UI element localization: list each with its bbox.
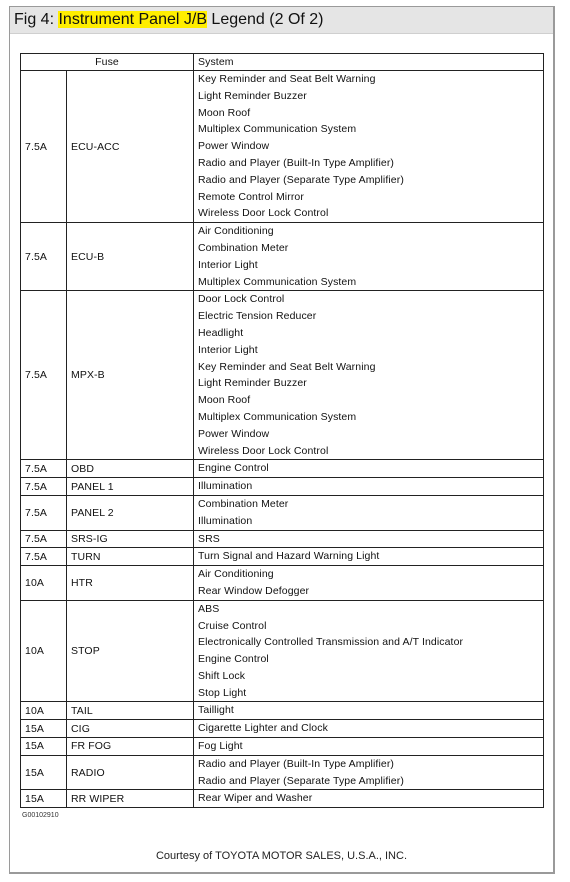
- fuse-name: RADIO: [67, 755, 194, 790]
- system-item: Interior Light: [198, 343, 258, 356]
- system-item: Air Conditioning: [198, 568, 274, 581]
- table-row: [21, 71, 544, 223]
- system-item: Radio and Player (Separate Type Amplifier): [198, 173, 404, 186]
- system-list: [194, 478, 544, 496]
- table-row: [21, 478, 544, 496]
- system-item: Moon Roof: [198, 394, 251, 407]
- system-item: Combination Meter: [198, 241, 289, 254]
- system-item: Shift Lock: [198, 669, 246, 682]
- table-header-row: [21, 54, 544, 71]
- system-item: Rear Window Defogger: [198, 584, 310, 597]
- system-list: [194, 530, 544, 548]
- system-list: [194, 291, 544, 460]
- system-item: Door Lock Control: [198, 293, 285, 306]
- fuse-name: FR FOG: [67, 738, 194, 756]
- table-row: [21, 548, 544, 566]
- system-item: Multiplex Communication System: [198, 275, 357, 288]
- system-item: Air Conditioning: [198, 225, 274, 238]
- system-list: [194, 738, 544, 756]
- fuse-name: STOP: [67, 600, 194, 702]
- system-item: Fog Light: [198, 740, 243, 753]
- table-row: [21, 790, 544, 808]
- fuse-amperage: 10A: [21, 600, 67, 702]
- fuse-name: MPX-B: [67, 291, 194, 460]
- fuse-amperage: 15A: [21, 738, 67, 756]
- system-list: [194, 790, 544, 808]
- system-item: Rear Wiper and Washer: [198, 792, 313, 805]
- system-item: Wireless Door Lock Control: [198, 444, 329, 457]
- system-item: Taillight: [198, 704, 234, 717]
- system-item: Key Reminder and Seat Belt Warning: [198, 73, 376, 85]
- system-item: Wireless Door Lock Control: [198, 207, 329, 220]
- fuse-amperage: 7.5A: [21, 223, 67, 291]
- fuse-name: HTR: [67, 566, 194, 601]
- fuse-name: RR WIPER: [67, 790, 194, 808]
- title-prefix: Fig 4:: [14, 11, 59, 28]
- fuse-amperage: 7.5A: [21, 460, 67, 478]
- system-item: ABS: [198, 602, 220, 615]
- figure-frame: [9, 6, 555, 874]
- table-body: [21, 71, 544, 808]
- table-row: [21, 720, 544, 738]
- fuse-amperage: 7.5A: [21, 71, 67, 223]
- system-item: Power Window: [198, 427, 270, 440]
- fuse-amperage: 15A: [21, 755, 67, 790]
- system-item: Multiplex Communication System: [198, 123, 357, 136]
- title-highlight: Instrument Panel J/B: [58, 11, 207, 28]
- system-item: Headlight: [198, 326, 244, 339]
- table-row: [21, 738, 544, 756]
- fuse-legend-table: [20, 53, 544, 808]
- fuse-name: PANEL 2: [67, 495, 194, 530]
- system-item: Radio and Player (Built-In Type Amplifier): [198, 156, 395, 169]
- table-row: [21, 530, 544, 548]
- table-row: [21, 566, 544, 601]
- system-item: Cruise Control: [198, 619, 267, 632]
- figure-code: G00102910: [22, 812, 59, 819]
- fuse-header: Fuse: [21, 54, 194, 71]
- system-list: [194, 223, 544, 291]
- table-row: [21, 702, 544, 720]
- system-item: Combination Meter: [198, 497, 289, 510]
- system-item: SRS: [198, 532, 220, 545]
- fuse-name: ECU-B: [67, 223, 194, 291]
- system-item: Remote Control Mirror: [198, 190, 304, 203]
- table-row: [21, 600, 544, 702]
- table-row: [21, 460, 544, 478]
- system-header: System: [194, 54, 544, 71]
- system-item: Radio and Player (Separate Type Amplifier): [198, 774, 404, 787]
- system-list: [194, 548, 544, 566]
- fuse-name: SRS-IG: [67, 530, 194, 548]
- fuse-name: PANEL 1: [67, 478, 194, 496]
- table-row: [21, 495, 544, 530]
- fuse-name: ECU-ACC: [67, 71, 194, 223]
- fuse-amperage: 7.5A: [21, 291, 67, 460]
- table-row: [21, 223, 544, 291]
- fuse-amperage: 10A: [21, 566, 67, 601]
- system-item: Engine Control: [198, 653, 269, 666]
- system-item: Light Reminder Buzzer: [198, 377, 307, 390]
- figure-title: [10, 7, 553, 34]
- system-item: Interior Light: [198, 258, 258, 271]
- courtesy-note: Courtesy of TOYOTA MOTOR SALES, U.S.A., INC.: [155, 850, 408, 862]
- system-item: Electric Tension Reducer: [198, 310, 317, 323]
- system-item: Electronically Controlled Transmission and A/T Indicator: [198, 636, 464, 649]
- system-list: [194, 566, 544, 601]
- fuse-amperage: 7.5A: [21, 478, 67, 496]
- system-item: Multiplex Communication System: [198, 410, 357, 423]
- fuse-amperage: 15A: [21, 790, 67, 808]
- fuse-amperage: 7.5A: [21, 530, 67, 548]
- fuse-name: CIG: [67, 720, 194, 738]
- system-list: [194, 495, 544, 530]
- table-row: [21, 755, 544, 790]
- system-list: [194, 755, 544, 790]
- fuse-amperage: 10A: [21, 702, 67, 720]
- fuse-amperage: 7.5A: [21, 548, 67, 566]
- system-list: [194, 71, 544, 223]
- system-item: Power Window: [198, 140, 270, 153]
- fuse-amperage: 15A: [21, 720, 67, 738]
- system-item: Moon Roof: [198, 106, 251, 119]
- system-item: Cigarette Lighter and Clock: [198, 722, 328, 735]
- system-item: Engine Control: [198, 462, 269, 475]
- fuse-name: OBD: [67, 460, 194, 478]
- table-row: [21, 291, 544, 460]
- system-item: Illumination: [198, 514, 253, 527]
- system-item: Radio and Player (Built-In Type Amplifier): [198, 757, 395, 770]
- system-item: Turn Signal and Hazard Warning Light: [198, 550, 380, 563]
- system-item: Stop Light: [198, 686, 247, 699]
- system-item: Light Reminder Buzzer: [198, 89, 307, 102]
- system-list: [194, 720, 544, 738]
- system-item: Key Reminder and Seat Belt Warning: [198, 360, 376, 373]
- system-list: [194, 702, 544, 720]
- fuse-name: TAIL: [67, 702, 194, 720]
- system-item: Illumination: [198, 480, 253, 493]
- fuse-name: TURN: [67, 548, 194, 566]
- fuse-amperage: 7.5A: [21, 495, 67, 530]
- system-list: [194, 600, 544, 702]
- system-list: [194, 460, 544, 478]
- title-suffix: Legend (2 Of 2): [206, 11, 324, 28]
